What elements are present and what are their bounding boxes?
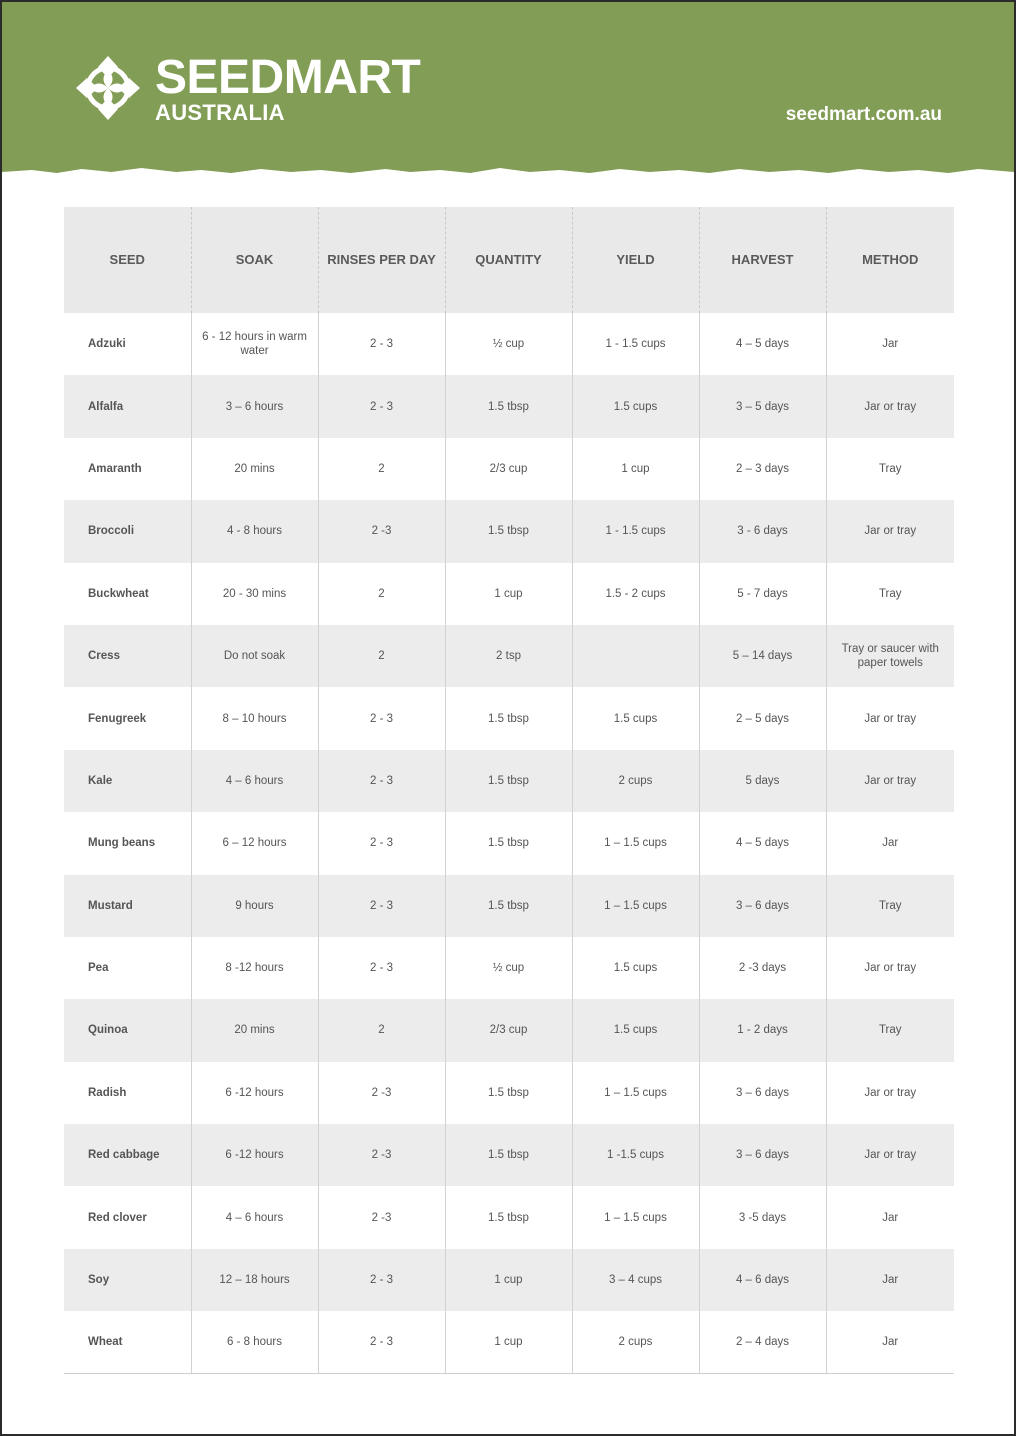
cell-yield: 1.5 cups bbox=[572, 937, 699, 999]
cell-rinses: 2 -3 bbox=[318, 1062, 445, 1124]
cell-rinses: 2 - 3 bbox=[318, 937, 445, 999]
table-row bbox=[64, 500, 954, 562]
cell-method: Jar or tray bbox=[826, 937, 954, 999]
cell-soak: 4 – 6 hours bbox=[191, 1186, 318, 1248]
cell-rinses: 2 -3 bbox=[318, 500, 445, 562]
cell-seed: Soy bbox=[64, 1249, 191, 1311]
cell-method: Tray bbox=[826, 438, 954, 500]
cell-quantity: 1.5 tbsp bbox=[445, 1062, 572, 1124]
cell-harvest: 3 – 6 days bbox=[699, 875, 826, 937]
cell-quantity: 2 tsp bbox=[445, 625, 572, 687]
cell-rinses: 2 - 3 bbox=[318, 1311, 445, 1373]
cell-soak: 3 – 6 hours bbox=[191, 375, 318, 437]
cell-soak: 6 – 12 hours bbox=[191, 812, 318, 874]
brand-subtitle: AUSTRALIA bbox=[155, 100, 285, 125]
cell-method: Jar or tray bbox=[826, 1062, 954, 1124]
cell-harvest: 5 - 7 days bbox=[699, 563, 826, 625]
cell-rinses: 2 - 3 bbox=[318, 875, 445, 937]
cell-seed: Quinoa bbox=[64, 999, 191, 1061]
cell-soak: 6 - 8 hours bbox=[191, 1311, 318, 1373]
column-header-harvest: HARVEST bbox=[699, 207, 826, 313]
table-row bbox=[64, 875, 954, 937]
cell-yield: 1 – 1.5 cups bbox=[572, 1062, 699, 1124]
cell-quantity: 1 cup bbox=[445, 1249, 572, 1311]
cell-quantity: 1.5 tbsp bbox=[445, 750, 572, 812]
cell-yield: 1.5 cups bbox=[572, 999, 699, 1061]
cell-quantity: ½ cup bbox=[445, 937, 572, 999]
cell-harvest: 3 – 6 days bbox=[699, 1124, 826, 1186]
cell-harvest: 2 – 5 days bbox=[699, 687, 826, 749]
cell-quantity: 1 cup bbox=[445, 1311, 572, 1373]
column-header-method: METHOD bbox=[826, 207, 954, 313]
cell-seed: Buckwheat bbox=[88, 587, 149, 600]
cell-quantity: 1.5 tbsp bbox=[445, 1186, 572, 1248]
cell-method: Jar bbox=[826, 1311, 954, 1373]
table-row bbox=[64, 625, 954, 687]
cell-quantity: 1.5 tbsp bbox=[445, 1124, 572, 1186]
cell-harvest: 5 – 14 days bbox=[699, 625, 826, 687]
cell-seed: Mung beans bbox=[88, 837, 156, 850]
cell-soak: 12 – 18 hours bbox=[191, 1249, 318, 1311]
column-header-seed: SEED bbox=[64, 207, 191, 313]
cell-rinses: 2 - 3 bbox=[318, 750, 445, 812]
cell-yield bbox=[572, 625, 699, 687]
cell-yield: 1 – 1.5 cups bbox=[572, 875, 699, 937]
cell-quantity: 1.5 tbsp bbox=[445, 500, 572, 562]
table-row bbox=[64, 1249, 954, 1311]
cell-quantity: 1 cup bbox=[445, 563, 572, 625]
cell-soak: 20 mins bbox=[191, 999, 318, 1061]
cell-yield: 2 cups bbox=[572, 1311, 699, 1373]
cell-rinses: 2 - 3 bbox=[318, 812, 445, 874]
cell-harvest: 3 -5 days bbox=[699, 1186, 826, 1248]
cell-method: Tray bbox=[826, 563, 954, 625]
cell-seed: Kale bbox=[64, 750, 191, 812]
cell-soak: 6 -12 hours bbox=[191, 1062, 318, 1124]
cell-harvest: 3 – 5 days bbox=[699, 375, 826, 437]
table-row bbox=[64, 1311, 954, 1373]
cell-soak: 6 -12 hours bbox=[191, 1124, 318, 1186]
cell-seed: Red clover bbox=[88, 1211, 147, 1224]
cell-soak: Do not soak bbox=[191, 625, 318, 687]
cell-quantity: ½ cup bbox=[445, 313, 572, 375]
cell-yield: 1.5 cups bbox=[572, 687, 699, 749]
table-row bbox=[64, 937, 954, 999]
cell-seed: Pea bbox=[88, 962, 109, 975]
cell-method: Jar bbox=[826, 1186, 954, 1248]
table-row bbox=[64, 812, 954, 874]
cell-yield: 1 cup bbox=[572, 438, 699, 500]
cell-method: Jar or tray bbox=[826, 1124, 954, 1186]
cell-rinses: 2 bbox=[318, 999, 445, 1061]
cell-yield: 1 -1.5 cups bbox=[572, 1124, 699, 1186]
cell-rinses: 2 bbox=[318, 625, 445, 687]
cell-rinses: 2 - 3 bbox=[318, 375, 445, 437]
cell-harvest: 2 – 3 days bbox=[699, 438, 826, 500]
cell-seed: Radish bbox=[88, 1086, 127, 1099]
cell-method: Tray bbox=[826, 875, 954, 937]
cell-rinses: 2 bbox=[318, 563, 445, 625]
cell-harvest: 4 – 5 days bbox=[699, 812, 826, 874]
cell-yield: 3 – 4 cups bbox=[572, 1249, 699, 1311]
cell-harvest: 5 days bbox=[699, 750, 826, 812]
table-row bbox=[64, 1062, 954, 1124]
table-row bbox=[64, 687, 954, 749]
cell-quantity: 2/3 cup bbox=[445, 999, 572, 1061]
cell-harvest: 4 – 5 days bbox=[699, 313, 826, 375]
column-header-quantity: QUANTITY bbox=[445, 207, 572, 313]
table-row bbox=[64, 1186, 954, 1248]
sprouting-chart-table bbox=[64, 207, 954, 1374]
cell-rinses: 2 -3 bbox=[318, 1124, 445, 1186]
cell-method: Tray or saucer with paper towels bbox=[826, 625, 954, 687]
cell-method: Jar or tray bbox=[826, 687, 954, 749]
cell-quantity: 2/3 cup bbox=[445, 438, 572, 500]
table-row bbox=[64, 438, 954, 500]
cell-rinses: 2 -3 bbox=[318, 1186, 445, 1248]
cell-quantity: 1.5 tbsp bbox=[445, 687, 572, 749]
cell-harvest: 2 -3 days bbox=[699, 937, 826, 999]
table-row bbox=[64, 563, 954, 625]
cell-harvest: 3 – 6 days bbox=[699, 1062, 826, 1124]
cell-soak: 4 - 8 hours bbox=[191, 500, 318, 562]
table-header-row bbox=[64, 207, 954, 313]
cell-soak: 6 - 12 hours in warm water bbox=[191, 313, 318, 375]
cell-soak: 9 hours bbox=[191, 875, 318, 937]
cell-soak: 8 -12 hours bbox=[191, 937, 318, 999]
cell-method: Jar or tray bbox=[826, 750, 954, 812]
cell-harvest: 4 – 6 days bbox=[699, 1249, 826, 1311]
column-header-soak: SOAK bbox=[191, 207, 318, 313]
cell-soak: 8 – 10 hours bbox=[191, 687, 318, 749]
cell-rinses: 2 - 3 bbox=[318, 1249, 445, 1311]
cell-method: Tray bbox=[826, 999, 954, 1061]
cell-harvest: 2 – 4 days bbox=[699, 1311, 826, 1373]
seed-flower-logo-icon bbox=[74, 54, 142, 122]
header-banner bbox=[2, 2, 1014, 182]
cell-seed: Wheat bbox=[64, 1311, 191, 1373]
cell-seed: Cress bbox=[64, 625, 191, 687]
cell-soak: 20 mins bbox=[191, 438, 318, 500]
cell-soak: 20 - 30 mins bbox=[191, 563, 318, 625]
cell-method: Jar bbox=[826, 1249, 954, 1311]
cell-method: Jar bbox=[826, 313, 954, 375]
cell-rinses: 2 bbox=[318, 438, 445, 500]
table-row bbox=[64, 999, 954, 1061]
cell-rinses: 2 - 3 bbox=[318, 687, 445, 749]
cell-seed: Broccoli bbox=[64, 500, 191, 562]
cell-yield: 1.5 - 2 cups bbox=[572, 563, 699, 625]
cell-quantity: 1.5 tbsp bbox=[445, 875, 572, 937]
cell-seed: Alfalfa bbox=[64, 375, 191, 437]
cell-soak: 4 – 6 hours bbox=[191, 750, 318, 812]
cell-quantity: 1.5 tbsp bbox=[445, 812, 572, 874]
cell-yield: 2 cups bbox=[572, 750, 699, 812]
table-body bbox=[64, 313, 954, 1374]
torn-edge-divider bbox=[2, 162, 1014, 184]
cell-harvest: 1 - 2 days bbox=[699, 999, 826, 1061]
cell-yield: 1 - 1.5 cups bbox=[572, 313, 699, 375]
table-row bbox=[64, 1124, 954, 1186]
cell-quantity: 1.5 tbsp bbox=[445, 375, 572, 437]
cell-yield: 1 – 1.5 cups bbox=[572, 812, 699, 874]
column-header-rinses: RINSES PER DAY bbox=[318, 207, 445, 313]
cell-seed: Adzuki bbox=[88, 338, 126, 351]
cell-method: Jar or tray bbox=[826, 500, 954, 562]
cell-rinses: 2 - 3 bbox=[318, 313, 445, 375]
site-url: seedmart.com.au bbox=[785, 104, 942, 125]
cell-seed: Red cabbage bbox=[64, 1124, 191, 1186]
table-row bbox=[64, 313, 954, 375]
cell-seed: Mustard bbox=[64, 875, 191, 937]
cell-yield: 1 - 1.5 cups bbox=[572, 500, 699, 562]
cell-seed: Amaranth bbox=[88, 462, 142, 475]
table-row bbox=[64, 375, 954, 437]
cell-yield: 1 – 1.5 cups bbox=[572, 1186, 699, 1248]
cell-yield: 1.5 cups bbox=[572, 375, 699, 437]
cell-seed: Fenugreek bbox=[88, 712, 147, 725]
cell-method: Jar bbox=[826, 812, 954, 874]
cell-harvest: 3 - 6 days bbox=[699, 500, 826, 562]
column-header-yield: YIELD bbox=[572, 207, 699, 313]
brand-name: SEEDMART bbox=[155, 51, 421, 104]
table-row bbox=[64, 750, 954, 812]
cell-method: Jar or tray bbox=[826, 375, 954, 437]
